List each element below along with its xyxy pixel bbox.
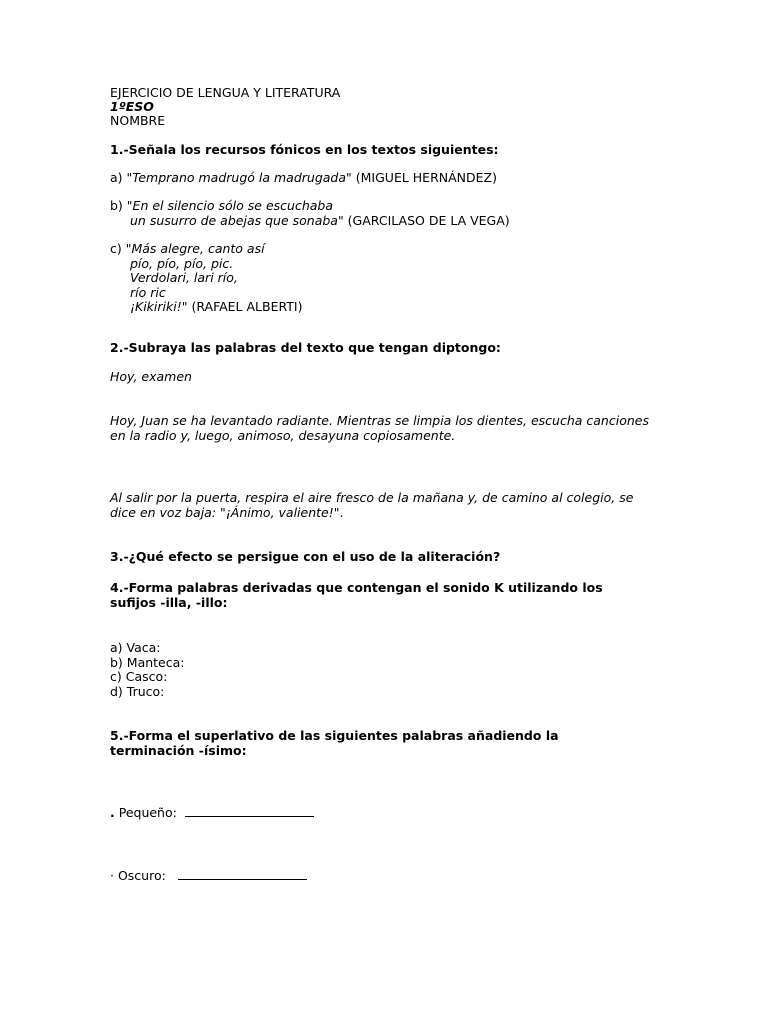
q4-list [110, 641, 185, 699]
q1-b-author: " (GARCILASO DE LA VEGA) [337, 212, 510, 228]
q1-c-verse-1: Más alegre, canto así [131, 241, 265, 256]
q1-c-verse-2: pío, pío, pío, pic. [130, 255, 234, 271]
answer-line [185, 815, 314, 817]
q1-a-author: " (MIGUEL HERNÁNDEZ) [346, 170, 497, 185]
q4-item: b) Manteca: [110, 654, 185, 670]
question-3-heading: 3.-¿Qué efecto se persigue con el uso de la aliteración? [110, 549, 501, 564]
q1-c-verse-3: Verdolari, lari río, [130, 270, 238, 285]
q2-paragraph-2 [110, 491, 660, 520]
q1-c-verse-4: río ric [130, 284, 166, 300]
worksheet-title: EJERCICIO DE LENGUA Y LITERATURA [110, 85, 341, 100]
q2-para2-end: ". [333, 504, 344, 520]
q2-para2-quote: ¡Ánimo, valiente! [225, 504, 334, 520]
q5-item-bullet: . [110, 805, 115, 820]
q1-c-verse-5: ¡Kikiriki! [130, 299, 182, 314]
question-4-heading: 4.-Forma palabras derivadas que contengan el sonido K utilizando los sufijos -illa, -illo: [110, 580, 603, 610]
q1-item-b [110, 199, 510, 228]
q1-b-label: b) " [110, 198, 133, 213]
q5-item-pequeno [110, 806, 314, 821]
q5-item-bullet: · [110, 868, 114, 883]
q1-b-verse-2: un susurro de abejas que sonaba [130, 212, 338, 228]
q1-item-a [110, 171, 497, 186]
q1-c-label: c) " [110, 241, 132, 256]
q1-a-verse: Temprano madrugó la madrugada [132, 170, 347, 185]
name-label: NOMBRE [110, 113, 166, 128]
q1-a-label: a) " [110, 170, 133, 185]
q5-item-label: Oscuro: [113, 868, 166, 883]
q5-item-oscuro [110, 869, 307, 884]
course-level: 1ºESO [110, 99, 154, 114]
q5-item-label: Pequeño: [114, 805, 177, 820]
q2-text-title: Hoy, examen [110, 369, 192, 384]
q1-item-c [110, 242, 302, 315]
question-1-heading: 1.-Señala los recursos fónicos en los textos siguientes: [110, 142, 499, 157]
q1-c-author: " (RAFAEL ALBERTI) [181, 299, 303, 314]
q2-para2-start: Al salir por la puerta, respira el aire fresco de la mañana y, de camino al colegio, se dice en voz baja: " [110, 490, 634, 520]
q4-item: d) Truco: [110, 683, 165, 699]
q1-b-verse-1: En el silencio sólo se escuchaba [132, 198, 333, 213]
question-5-heading: 5.-Forma el superlativo de las siguientes palabras añadiendo la terminación -ísimo: [110, 728, 559, 758]
q4-item: a) Vaca: [110, 640, 161, 655]
answer-line [178, 878, 307, 880]
q4-item: c) Casco: [110, 669, 168, 684]
q2-paragraph-1: Hoy, Juan se ha levantado radiante. Mientras se limpia los dientes, escucha canciones en la radio y, luego, animoso, desayuna copiosamente. [110, 413, 649, 443]
question-2-heading: 2.-Subraya las palabras del texto que tengan diptongo: [110, 340, 501, 355]
